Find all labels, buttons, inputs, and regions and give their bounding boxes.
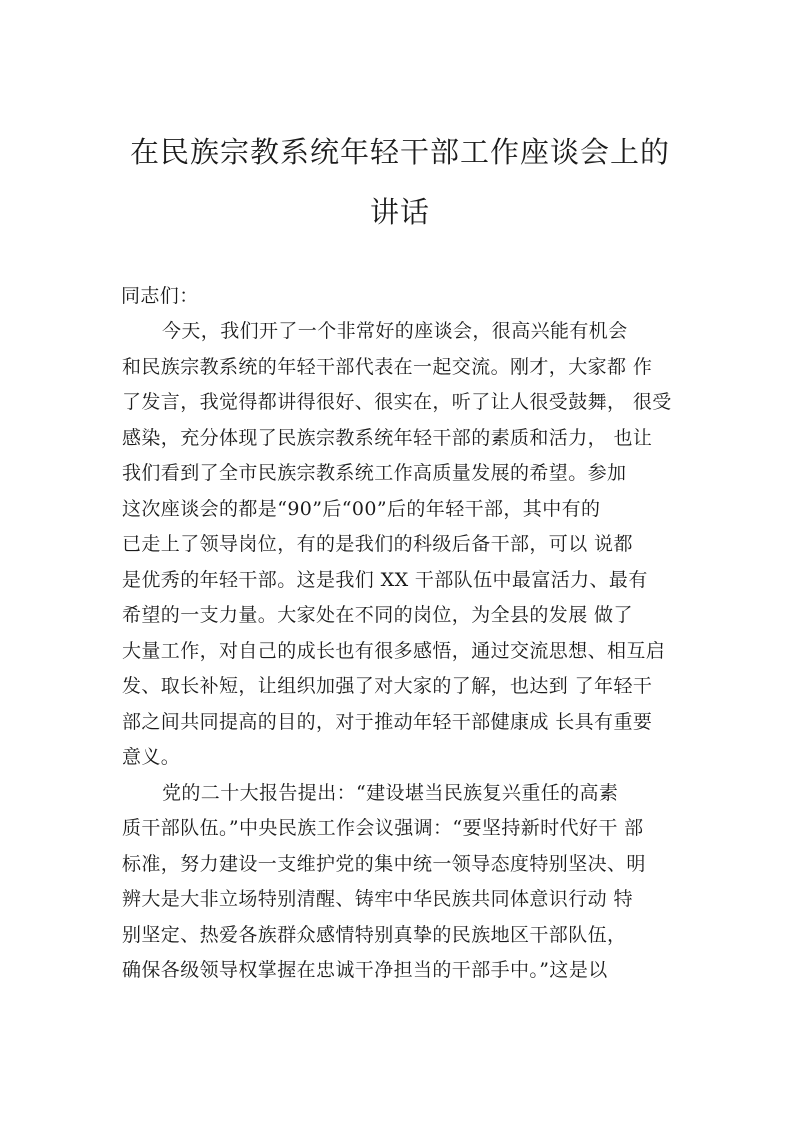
document-title-line-2: 讲话	[369, 195, 430, 229]
paragraph-2-line-4: 辨大是大非立场特别清醒、铸牢中华民族共同体意识行动 特	[122, 888, 633, 910]
paragraph-1-line-8: 是优秀的年轻干部。这是我们 XX 干部队伍中最富活力、最有	[122, 569, 648, 591]
paragraph-1-line-2: 和民族宗教系统的年轻干部代表在一起交流。刚才，大家都 作	[122, 356, 653, 378]
paragraph-2-line-1: 党的二十大报告提出：“建设堪当民族复兴重任的高素	[162, 782, 619, 804]
paragraph-2-line-5: 别坚定、热爱各族群众感情特别真挚的民族地区干部队伍，	[122, 924, 627, 946]
paragraph-1-line-11: 发、取长补短，让组织加强了对大家的了解，也达到 了年轻干	[122, 675, 653, 697]
paragraph-1-line-10: 大量工作，对自己的成长也有很多感悟，通过交流思想、相互启	[122, 640, 666, 662]
document-title-line-1: 在民族宗教系统年轻干部工作座谈会上的	[129, 135, 670, 169]
paragraph-1-line-7: 已走上了领导岗位，有的是我们的科级后备干部，可以 说都	[122, 533, 633, 555]
paragraph-2-line-3: 标准，努力建设一支维护党的集中统一领导态度特别坚决、明	[122, 853, 646, 875]
paragraph-1-line-5: 我们看到了全市民族宗教系统工作高质量发展的希望。参加	[122, 462, 627, 484]
paragraph-1-line-4: 感染，充分体现了民族宗教系统年轻干部的素质和活力， 也让	[122, 427, 653, 449]
paragraph-1-line-12: 部之间共同提高的目的，对于推动年轻干部健康成 长具有重要	[122, 711, 653, 733]
salutation: 同志们：	[121, 285, 199, 307]
paragraph-2-line-2: 质干部队伍。”中央民族工作会议强调：“要坚持新时代好干 部	[122, 817, 644, 839]
paragraph-1-line-1: 今天，我们开了一个非常好的座谈会，很高兴能有机会	[162, 320, 628, 342]
paragraph-1-line-6: 这次座谈会的都是“90”后“00”后的年轻干部，其中有的	[122, 498, 601, 520]
paragraph-1-line-3: 了发言，我觉得都讲得很好、很实在，听了让人很受鼓舞， 很受	[122, 391, 672, 413]
paragraph-2-line-6: 确保各级领导权掌握在忠诚干净担当的干部手中。”这是以	[122, 959, 608, 981]
paragraph-1-line-9: 希望的一支力量。大家处在不同的岗位，为全县的发展 做了	[122, 604, 633, 626]
paragraph-1-line-13: 意义。	[122, 746, 181, 768]
